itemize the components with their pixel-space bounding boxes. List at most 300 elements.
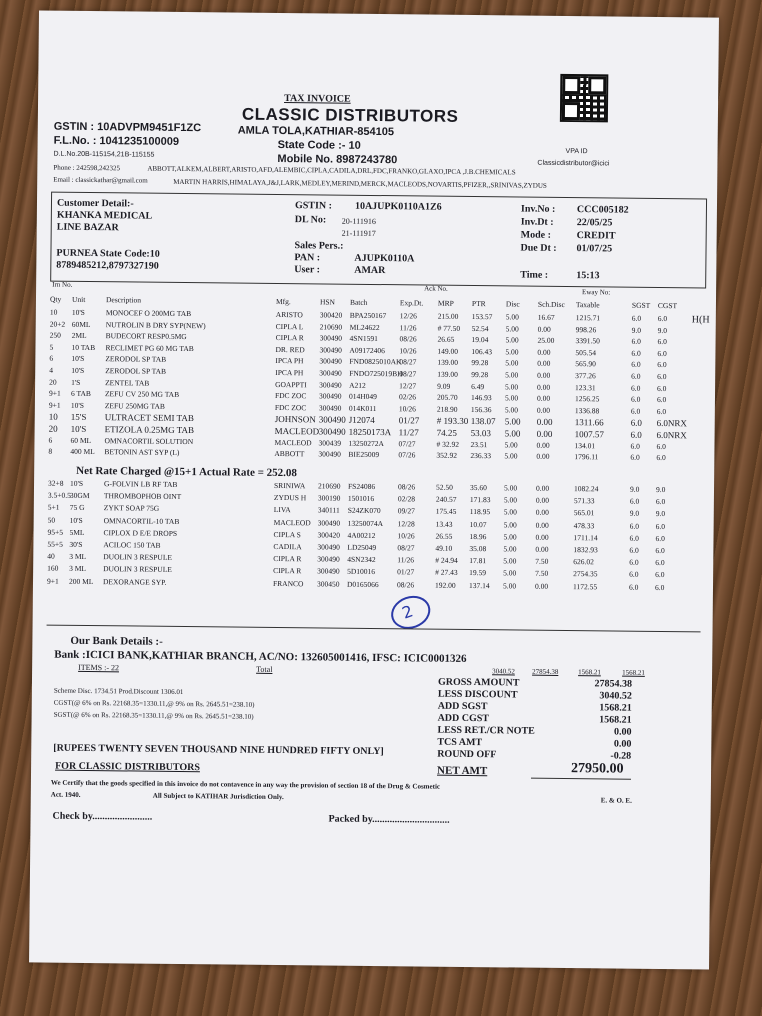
- for-classic-distributors: FOR CLASSIC DISTRIBUTORS: [55, 760, 200, 774]
- cell: 1256.25: [574, 394, 600, 404]
- cell: 175.45: [435, 507, 457, 517]
- cell: FS24086: [347, 481, 376, 492]
- cell: 9.0: [629, 509, 640, 519]
- cell: 40: [47, 551, 55, 561]
- cell: ZEFU CV 250 MG TAB: [104, 389, 180, 400]
- cell: 571.33: [573, 496, 595, 506]
- cell: CADILA: [273, 541, 302, 552]
- cell: MRP: [437, 298, 454, 308]
- cell: BPA250167: [349, 310, 387, 321]
- cell: 6.0: [631, 336, 641, 346]
- cell: 5.00: [505, 358, 519, 368]
- cell: # 193.30: [436, 416, 469, 427]
- cell: Taxable: [575, 300, 600, 310]
- inv-no: CCC005182: [576, 204, 629, 216]
- inv-no-label: Inv.No :: [520, 203, 556, 215]
- cell: 1711.14: [573, 532, 598, 543]
- mode-label: Mode :: [520, 229, 552, 241]
- total-value: 3040.52: [492, 667, 515, 676]
- cell: 19.04: [471, 335, 489, 345]
- summary-label: GROSS AMOUNT: [437, 676, 520, 689]
- cell: 3.5+0.5: [47, 490, 71, 501]
- cell: 6.0: [630, 418, 643, 429]
- cell: FNDO725019BH: [349, 368, 403, 379]
- cell: 49.10: [435, 543, 453, 553]
- cell: 02/26: [398, 392, 417, 402]
- cell: 1007.57: [574, 429, 604, 440]
- cell: 10/26: [398, 404, 416, 414]
- cust-dl-label: DL No:: [294, 214, 327, 226]
- cell: 35.08: [469, 544, 487, 554]
- cell: 0.00: [535, 544, 549, 554]
- cell: 6.0: [657, 337, 667, 347]
- cell: 0.00: [535, 520, 549, 530]
- handwritten-signature-mark: 2: [387, 591, 435, 634]
- cell: 0.00: [534, 581, 549, 591]
- cell: 5.00: [505, 381, 519, 392]
- cell: # 32.92: [436, 439, 460, 449]
- cell: 478.33: [573, 520, 595, 530]
- cell: 6.0: [655, 558, 665, 568]
- cell: 6.0: [657, 383, 667, 393]
- cell: 6 TAB: [70, 389, 91, 399]
- cell: 5.00: [502, 580, 517, 591]
- cell: 60ML: [71, 319, 91, 329]
- pan-label: PAN :: [294, 252, 321, 264]
- mobile-no: Mobile No. 8987243780: [277, 152, 398, 167]
- cell: 07/27: [398, 438, 416, 449]
- cell: 3 ML: [69, 552, 87, 562]
- cell: 9+1: [48, 400, 61, 410]
- cell: 3 ML: [69, 564, 87, 574]
- customer-place: LINE BAZAR: [56, 221, 119, 234]
- cell: 08/27: [399, 357, 417, 367]
- cell: 0.00: [537, 359, 551, 369]
- cell: 300490: [318, 449, 341, 459]
- cell: 3391.50: [575, 336, 600, 346]
- cell: 0.00: [536, 417, 553, 428]
- cell: 340111: [317, 505, 340, 516]
- cell: MACLEOD: [273, 517, 311, 527]
- cell: 6.0: [630, 452, 640, 462]
- cell: 5.00: [505, 370, 519, 380]
- inv-dt: 22/05/25: [576, 217, 613, 229]
- cell: 6.0: [630, 441, 640, 451]
- cell: 6.0: [657, 348, 667, 358]
- user-label: User :: [294, 264, 320, 276]
- cell: 55+5: [47, 539, 63, 549]
- cell: 0.00: [537, 347, 551, 357]
- cell: 95+5: [47, 527, 64, 537]
- cell: 6.0: [655, 497, 666, 507]
- cell: 0.00: [536, 451, 550, 462]
- cell: # 77.50: [437, 323, 461, 333]
- cell: ETIZOLA 0.25MG TAB: [104, 424, 195, 436]
- pan-value: AJUPK0110A: [354, 252, 415, 265]
- cell: 20: [49, 377, 57, 387]
- cell: OMNACORTIL SOLUTION: [104, 435, 194, 446]
- cell: 9.0: [655, 484, 666, 495]
- cell: 12/28: [397, 518, 415, 529]
- cell: 300450: [316, 579, 340, 589]
- cell: 6.0: [631, 360, 641, 370]
- cell: 4: [49, 365, 54, 375]
- cell: 11/26: [399, 322, 417, 333]
- cell: 0.00: [536, 405, 551, 415]
- cell: ZYDUS H: [273, 493, 307, 503]
- cell: 6.0: [656, 441, 666, 451]
- cell: LIVA: [273, 505, 291, 515]
- cell: 218.90: [436, 404, 458, 414]
- cell: 5.00: [503, 507, 517, 517]
- jurisdiction: All Subject to KATIHAR Jurisdiction Only.: [152, 791, 284, 802]
- cell: 0.00: [535, 495, 550, 506]
- ack-label: Ack No.: [424, 284, 448, 293]
- cell: CIPLA R: [275, 333, 304, 343]
- cell: CIPLA R: [273, 554, 302, 564]
- cell: 16.67: [537, 312, 555, 322]
- cell: 75 G: [69, 503, 85, 513]
- cell: 6.0: [629, 496, 640, 506]
- cust-gstin: 10AJUPK0110A1Z6: [354, 200, 442, 213]
- cell: ZEFU 250MG TAB: [104, 400, 166, 411]
- inv-dt-label: Inv.Dt :: [520, 216, 554, 228]
- cell: 5.00: [503, 544, 517, 554]
- cell: 6.0: [655, 545, 665, 556]
- time: 15:13: [576, 270, 600, 282]
- company-address: AMLA TOLA,KATHIAR-854105: [237, 124, 395, 139]
- cell: 6.0: [629, 570, 639, 580]
- cell: 1796.11: [574, 452, 599, 462]
- cell: 6.0: [630, 429, 642, 440]
- cell: 9.0: [629, 484, 640, 494]
- cell: 10: [49, 307, 58, 317]
- cell: 6.0: [628, 582, 639, 592]
- cell: 25.00: [537, 335, 555, 346]
- summary-value: -0.28: [610, 750, 632, 762]
- cell: S24ZK070: [347, 506, 381, 516]
- cell: 118.95: [469, 507, 491, 517]
- cell: 07/26: [398, 450, 416, 460]
- cell: 014K011: [348, 403, 377, 413]
- cell: 377.26: [575, 371, 596, 381]
- cell: 26.65: [437, 334, 455, 345]
- cell: FND0825010AK: [349, 357, 402, 367]
- cell: 5.00: [503, 556, 517, 566]
- cell: RECLIMET PG 60 MG TAB: [105, 342, 194, 353]
- cell: 08/27: [399, 369, 417, 379]
- cell: 20: [48, 423, 58, 434]
- qr-code-icon: [560, 74, 609, 123]
- cell: 08/26: [399, 334, 417, 344]
- cell: 8: [48, 446, 53, 456]
- cgst-line: CGST(@ 6% on Rs. 22168.35=1330.11,@ 9% on Rs. 2645.51=238.10): [53, 698, 255, 709]
- cell: 26.55: [435, 531, 453, 541]
- cell: 2ML: [71, 331, 87, 341]
- cell: ARISTO: [275, 309, 303, 320]
- customer-label: Customer Detail:-: [56, 197, 134, 210]
- items-count: ITEMS :- 22: [78, 662, 120, 673]
- cell: 13250074A: [347, 518, 384, 528]
- summary-value: 0.00: [613, 726, 632, 738]
- summary-value: 1568.21: [599, 714, 632, 726]
- cell: 6.0: [631, 348, 641, 358]
- cell: 18250173A: [348, 426, 392, 438]
- cell: 6.0: [631, 383, 641, 393]
- cell: 6.49: [471, 381, 485, 391]
- cell: 236.33: [470, 451, 492, 461]
- cell: 0.00: [536, 428, 553, 439]
- cell: 1832.93: [573, 545, 598, 555]
- cell: 9.0: [631, 325, 642, 335]
- cell: # 24.94: [435, 555, 458, 566]
- cell: 20+2: [49, 319, 66, 329]
- cell: 01/27: [397, 567, 415, 577]
- cell: 0.00: [535, 483, 550, 493]
- certification-1: We Certify that the goods specified in this invoice do not contavence in any way the provision of section 18 of the Drug & Cosmetic: [50, 778, 441, 791]
- cell: 156.36: [470, 404, 492, 415]
- cell: 5.00: [503, 568, 517, 578]
- cell: 205.70: [436, 392, 458, 403]
- cell: 5.00: [504, 439, 518, 450]
- cell: 5D10016: [347, 567, 376, 577]
- cell: 12/26: [399, 311, 417, 321]
- cell: SGST: [631, 300, 651, 310]
- email: Email : classickathar@gmail.com: [53, 175, 148, 185]
- cell: SRINIWA: [273, 480, 306, 491]
- cell: A212: [349, 380, 366, 390]
- cell: 300490: [319, 380, 342, 390]
- cell: ZERODOL SP TAB: [105, 354, 167, 365]
- doc-title: TAX INVOICE: [284, 93, 351, 105]
- gstin: GSTIN : 10ADVPM9451F1ZC: [53, 120, 202, 135]
- cell: 10'S: [71, 307, 85, 317]
- cell: 10 TAB: [71, 342, 96, 352]
- cell: Disc: [505, 299, 520, 309]
- cell: 5.00: [505, 335, 519, 345]
- cell: 08/27: [397, 543, 415, 553]
- handwritten-side-mark: H(H: [691, 314, 710, 326]
- cell: 5.00: [504, 416, 521, 427]
- cell: 02/28: [397, 494, 416, 504]
- cell: 5.00: [505, 312, 519, 322]
- cell: CIPLA R: [273, 566, 302, 576]
- net-amt-value: 27950.00: [571, 761, 624, 777]
- cell: MONOCEF O 200MG TAB: [105, 308, 192, 319]
- mode: CREDIT: [576, 230, 616, 242]
- cell: 6.0: [654, 582, 665, 592]
- cust-gstin-label: GSTIN :: [294, 200, 332, 212]
- net-rate-note: Net Rate Charged @15+1 Actual Rate = 252.08: [76, 464, 297, 480]
- cell: 300490: [319, 345, 343, 355]
- cell: 400 ML: [70, 447, 95, 457]
- cell: ZENTEL TAB: [105, 377, 150, 388]
- cell: 6.0: [629, 557, 639, 567]
- cell: 1311.66: [574, 417, 604, 428]
- cell: 13250272A: [348, 438, 384, 448]
- cell: 1082.24: [573, 484, 599, 494]
- cell: 626.02: [573, 557, 594, 567]
- cell: 4SN2342: [347, 554, 376, 565]
- cell: 50: [47, 515, 56, 525]
- cell: MACLEOD: [274, 437, 312, 447]
- phone: Phone : 242598,242325: [53, 163, 121, 173]
- cell: 6.0: [657, 360, 667, 370]
- summary-value: 3040.52: [599, 690, 632, 702]
- cell: ULTRACET SEMI TAB: [104, 412, 194, 424]
- cell: 10/26: [397, 531, 415, 541]
- cell: NUTROLIN B DRY SYP(NEW): [105, 319, 206, 330]
- cell: 1215.71: [575, 313, 601, 323]
- cell: 6.0: [656, 395, 667, 405]
- cell: CIPLOX D E/E DROPS: [103, 527, 178, 538]
- cell: FDC ZOC: [274, 402, 307, 413]
- cell: HSN: [319, 297, 336, 307]
- cell: Sch.Disc: [537, 299, 565, 309]
- cell: 200 ML: [68, 576, 94, 586]
- cell: 6.0: [629, 521, 640, 531]
- cell: 1501016: [347, 493, 375, 504]
- cell: 0.00: [537, 370, 551, 380]
- cell: 210690: [319, 322, 343, 332]
- total-value: 1568.21: [622, 668, 645, 677]
- due-date: 01/07/25: [576, 243, 613, 255]
- cell: DUOLIN 3 RESPULE: [103, 564, 172, 575]
- cell: Unit: [71, 294, 86, 304]
- cell: 300490: [317, 554, 340, 564]
- total-label: Total: [256, 664, 273, 674]
- total-value: 27854.38: [532, 667, 559, 676]
- cell: 60 ML: [70, 435, 92, 445]
- cell: 6.0: [631, 313, 642, 323]
- cell: 6.0: [655, 521, 666, 531]
- cell: 7.50: [535, 556, 549, 567]
- cell: 5.00: [504, 428, 521, 439]
- cell: 30'S: [69, 539, 83, 549]
- summary-label: TCS AMT: [437, 736, 483, 749]
- cell: 52.50: [435, 482, 453, 492]
- user-value: AMAR: [354, 264, 386, 277]
- cell: 300490: [317, 518, 341, 528]
- cell: 19.59: [469, 568, 487, 578]
- brands-line-2: MARTIN HARRIS,HIMALAYA,J&J,LARK,MEDLEY,MERIND,MERCK,MACLEODS,NOVARTIS,PFIZER,,SRINIVAS,ZYDUS: [173, 177, 547, 190]
- cell: 5.00: [504, 405, 519, 415]
- cell: 565.90: [575, 359, 597, 369]
- cell: G-FOLVIN LB RF TAB: [104, 479, 178, 489]
- customer-phones: 8789485212,8797327190: [56, 259, 159, 272]
- irn-label: Irn No.: [52, 280, 73, 289]
- cell: 9+1: [48, 388, 61, 398]
- cell: 300490: [319, 368, 342, 378]
- cell: 53.03: [470, 428, 491, 439]
- cell: 10'S: [69, 515, 83, 525]
- cell: 9+1: [46, 576, 59, 586]
- cell: IPCA PH: [275, 356, 304, 366]
- cell: 300490: [319, 333, 343, 343]
- cell: 139.00: [437, 358, 459, 368]
- summary-value: 1568.21: [599, 702, 632, 714]
- cell: 4A00212: [347, 530, 376, 540]
- cell: 998.26: [575, 324, 597, 334]
- cell: 300490: [317, 542, 340, 552]
- cell: 6: [49, 353, 54, 364]
- company-name: CLASSIC DISTRIBUTORS: [241, 104, 459, 126]
- cell: D0165066: [346, 579, 379, 589]
- cell: 210690: [317, 481, 341, 491]
- cell: 134.01: [574, 440, 596, 450]
- cell: 5ML: [69, 527, 85, 537]
- cell: 9.0: [657, 325, 668, 335]
- check-by: Check by........................: [52, 810, 153, 823]
- cell: CGST: [657, 300, 678, 311]
- sgst-line: SGST(@ 6% on Rs. 22168.35=1330.11,@ 9% on Rs. 2645.51=238.10): [53, 710, 254, 721]
- cell: 146.93: [470, 393, 492, 403]
- summary-label: LESS RET./CR NOTE: [437, 724, 535, 737]
- sales-person: Sales Pers.:: [294, 240, 344, 252]
- cell: 11/26: [397, 555, 415, 565]
- cell: CIPLA S: [273, 529, 301, 540]
- due-label: Due Dt :: [520, 242, 557, 254]
- cell: 137.14: [468, 580, 490, 590]
- cell: 300490: [318, 414, 346, 426]
- cell: FDC ZOC: [274, 391, 307, 401]
- cell: 0.00: [537, 324, 551, 334]
- cell: 0.00: [535, 532, 549, 542]
- cell: 2754.35: [573, 569, 598, 579]
- cell: 5.00: [503, 532, 517, 542]
- scheme-discount: Scheme Disc. 1734.51 Prod.Discount 1306.01: [53, 686, 184, 697]
- cell: 300490: [319, 356, 342, 367]
- eway-label: Eway No:: [582, 288, 611, 297]
- cell: Exp.Dt.: [399, 298, 424, 308]
- divider: [47, 625, 701, 633]
- cell: 5+1: [47, 502, 60, 513]
- cell: 0.00: [537, 382, 551, 392]
- net-amt-label: NET AMT: [437, 764, 488, 778]
- cell: 5.00: [504, 451, 518, 461]
- customer-state: PURNEA State Code:10: [56, 247, 160, 260]
- cell: 30GM: [69, 491, 90, 501]
- cell: 0.00: [536, 440, 550, 450]
- cell: DUOLIN 3 RESPULE: [103, 552, 173, 563]
- brands-line-1: ABBOTT,ALKEM,ALBERT,ARISTO,AFD,ALEMBIC,CIPLA,CADILA,DRL,FDC,FRANKO,GLAXO,IPCA ,J.B.CHEMICALS: [147, 164, 516, 177]
- cell: 6.0: [656, 453, 666, 463]
- cell: 5.00: [503, 519, 517, 530]
- cell: BIE25009: [348, 449, 380, 460]
- cell: 300490: [318, 403, 342, 413]
- cell: 32+8: [48, 478, 64, 488]
- cell: 6.0: [630, 394, 641, 404]
- fl-no: F.L.No. : 1041235100009: [53, 134, 180, 148]
- cell: 10'S: [71, 354, 85, 364]
- cell: 74.25: [436, 427, 457, 438]
- cell: 10'S: [70, 478, 84, 488]
- cell: 17.81: [469, 556, 487, 566]
- cell: 352.92: [436, 450, 458, 461]
- cell: 6.0: [630, 406, 641, 416]
- cell: 6.0NRX: [656, 429, 687, 441]
- cell: 35.60: [469, 483, 487, 493]
- cell: 15'S: [70, 412, 87, 423]
- total-value: 1568.21: [578, 668, 601, 677]
- cell: THROMBOPHOB OINT: [103, 491, 182, 502]
- vpa-id: Classicdistributor@icici: [537, 159, 610, 168]
- cell: 10.07: [469, 519, 487, 529]
- cell: 123.31: [575, 382, 596, 392]
- cell: 5.00: [503, 483, 518, 493]
- cell: 505.54: [575, 347, 597, 358]
- cell: OMNACORTIL-10 TAB: [103, 515, 180, 526]
